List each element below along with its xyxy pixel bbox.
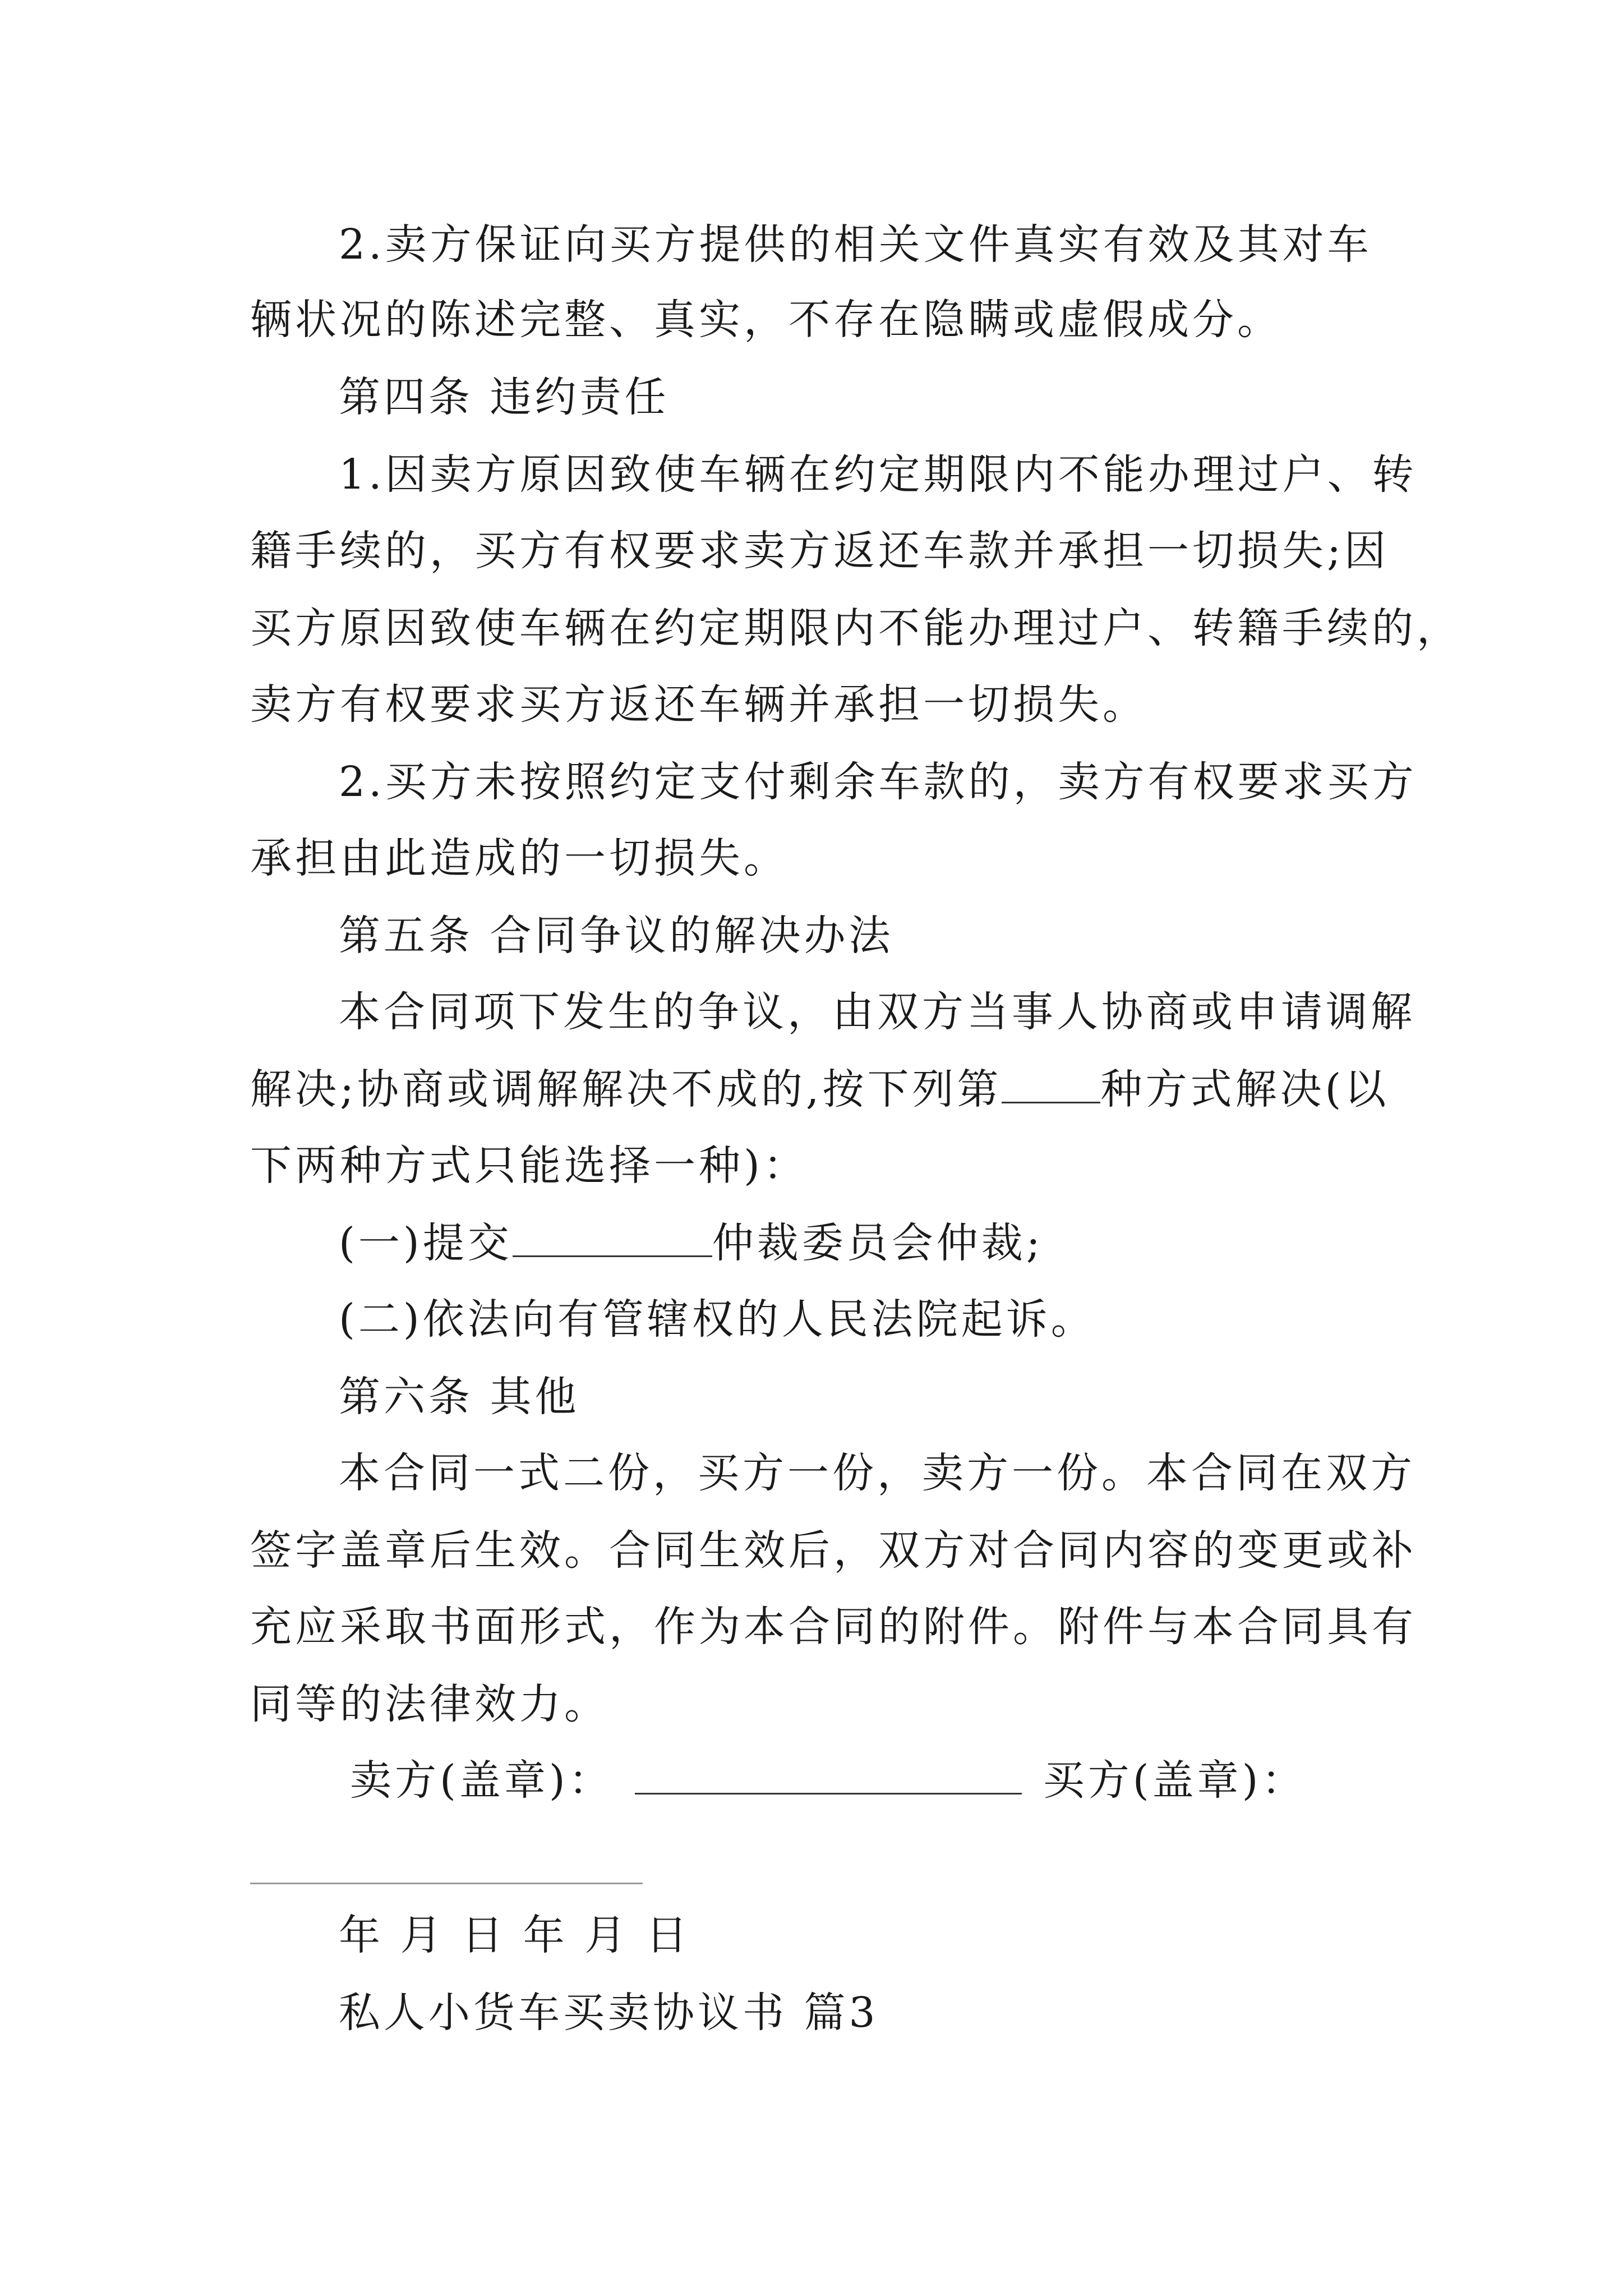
paragraph-line: 下两种方式只能选择一种)： (250, 1142, 808, 1190)
seller-signature-blank[interactable] (635, 1759, 1022, 1795)
seller-seal-label: 卖方(盖章)： (350, 1756, 614, 1805)
paragraph-line: 本合同项下发生的争议，由双方当事人协商或申请调解 (339, 988, 1415, 1036)
paragraph-line: 辆状况的陈述完整、真实，不存在隐瞒或虚假成分。 (250, 296, 1282, 344)
fill-in-blank[interactable] (513, 1222, 712, 1257)
paragraph-line (339, 1209, 1483, 1277)
signature-divider (250, 1883, 643, 1884)
article-heading: 第四条 违约责任 (339, 373, 670, 421)
paragraph-text: 种方式解决(以 (1100, 1065, 1390, 1114)
paragraph-line: (二)依法向有管辖权的人民法院起诉。 (339, 1295, 1096, 1343)
article-heading: 第六条 其他 (339, 1373, 580, 1421)
section-title: 私人小货车买卖协议书 篇3 (339, 1989, 879, 2037)
paragraph-line: 卖方有权要求买方返还车辆并承担一切损失。 (250, 680, 1147, 729)
paragraph-line: 2.卖方保证向买方提供的相关文件真实有效及其对车 (339, 220, 1372, 269)
paragraph-line (250, 1056, 1394, 1123)
paragraph-line: 承担由此造成的一切损失。 (250, 834, 789, 882)
paragraph-line: 本合同一式二份，买方一份，卖方一份。本合同在双方 (339, 1449, 1415, 1497)
paragraph-line: 1.因卖方原因致使车辆在约定期限内不能办理过户、转 (339, 450, 1417, 499)
paragraph-line: 充应采取书面形式，作为本合同的附件。附件与本合同具有 (250, 1603, 1417, 1651)
signature-line (350, 1747, 1394, 1814)
paragraph-text: 解决;协商或调解解决不成的,按下列第 (250, 1065, 1002, 1114)
paragraph-text: 仲裁委员会仲裁; (712, 1219, 1044, 1267)
paragraph-line: 买方原因致使车辆在约定期限内不能办理过户、转籍手续的， (250, 604, 1461, 652)
fill-in-blank[interactable] (1002, 1068, 1100, 1103)
article-heading: 第五条 合同争议的解决办法 (339, 912, 894, 960)
paragraph-line: 签字盖章后生效。合同生效后，双方对合同内容的变更或补 (250, 1526, 1417, 1575)
paragraph-line: 籍手续的，买方有权要求卖方返还车款并承担一切损失;因 (250, 527, 1389, 575)
buyer-seal-label: 买方(盖章)： (1043, 1756, 1307, 1805)
paragraph-line: 同等的法律效力。 (250, 1680, 609, 1728)
paragraph-line: 2.买方未按照约定支付剩余车款的，卖方有权要求买方 (339, 758, 1417, 806)
paragraph-text: (一)提交 (339, 1219, 513, 1267)
date-line: 年 月 日 年 月 日 (339, 1911, 691, 1959)
